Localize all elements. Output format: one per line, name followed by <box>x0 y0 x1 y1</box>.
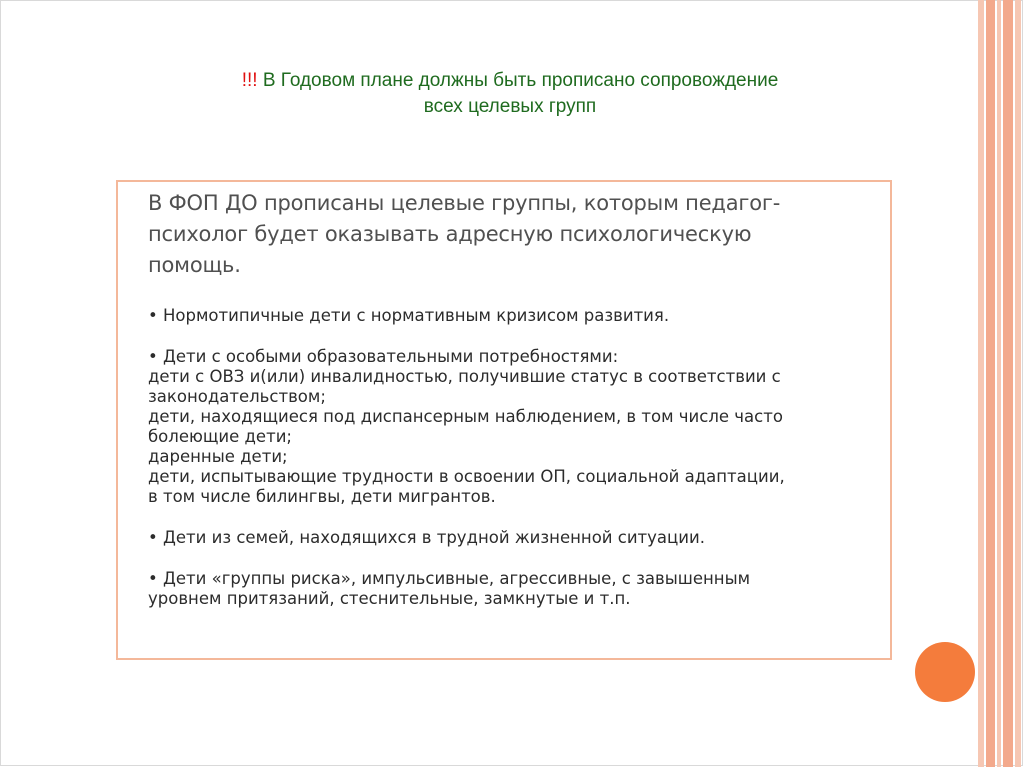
headline-line-1 <box>150 68 870 94</box>
list-item-line: дети, испытывающие трудности в освоении ОП, социальной адаптации, <box>148 467 785 486</box>
intro-line: психолог будет оказывать адресную психологическую <box>148 222 752 246</box>
intro-line: помощь. <box>148 253 241 277</box>
list-item <box>148 528 848 548</box>
list-item-line: законодательством; <box>148 387 326 406</box>
headline-line-2: всех целевых групп <box>423 96 597 117</box>
intro-line: В ФОП ДО прописаны целевые группы, которым педагог- <box>148 191 781 215</box>
decor-stripe <box>1015 0 1021 767</box>
list-item-line: даренные дети; <box>148 447 288 466</box>
list-item-line: • Дети из семей, находящихся в трудной жизненной ситуации. <box>148 528 705 547</box>
list-item-line: в том числе билингвы, дети мигрантов. <box>148 487 496 506</box>
headline-alert: !!! <box>241 70 258 91</box>
decor-circle <box>915 642 975 702</box>
list-item-line: болеющие дети; <box>148 427 292 446</box>
decor-stripe <box>978 0 984 767</box>
list-item-line: • Нормотипичные дети с нормативным кризисом развития. <box>148 306 670 325</box>
intro-paragraph <box>148 188 838 281</box>
list-item <box>148 306 848 326</box>
list-item-line: дети с ОВЗ и(или) инвалидностью, получившие статус в соответствии с <box>148 367 781 386</box>
list-item <box>148 347 848 507</box>
list-item-line: дети, находящиеся под диспансерным наблюдением, в том числе часто <box>148 407 783 426</box>
list-item-line: • Дети с особыми образовательными потребностями: <box>148 347 619 366</box>
list-item-line: уровнем притязаний, стеснительные, замкнутые и т.п. <box>148 589 631 608</box>
slide-headline <box>150 68 870 120</box>
decor-stripe <box>986 0 995 767</box>
list-item <box>148 569 848 609</box>
target-groups-list <box>148 306 848 630</box>
list-item-line: • Дети «группы риска», импульсивные, агрессивные, с завышенным <box>148 569 751 588</box>
decor-stripe <box>1003 0 1013 767</box>
decor-stripe <box>997 0 1001 767</box>
headline-text: В Годовом плане должны быть прописано сопровождение <box>262 70 779 91</box>
